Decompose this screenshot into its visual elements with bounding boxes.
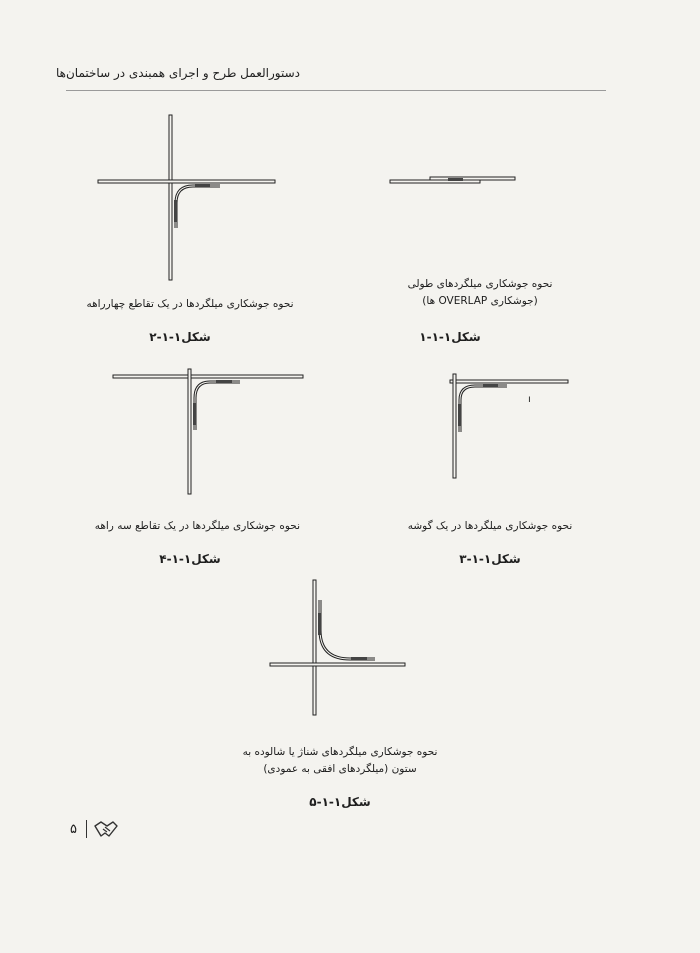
figure-1-1-5 [265, 575, 415, 720]
figure-1-1-2 [95, 110, 280, 285]
caption-line: نحوه جوشکاری میلگردهای شناژ یا شالوده به [242, 746, 438, 758]
four-way-intersection-diagram [95, 110, 280, 285]
caption-line: نحوه جوشکاری میلگردها در یک تقاطع چهارراهه [86, 298, 294, 310]
foundation-to-column-diagram [265, 575, 415, 720]
figure-1-1-2-caption [80, 296, 300, 313]
figure-1-1-3-caption [400, 518, 580, 535]
figure-1-1-4 [110, 365, 310, 500]
page-number: ۵ [70, 822, 77, 837]
figure-1-1-4-label: شکل۱-۱-۴ [159, 552, 221, 566]
caption-line: (جوشکاری OVERLAP ها) [422, 295, 538, 307]
caption-line: نحوه جوشکاری میلگردها در یک تقاطع سه راهه [94, 520, 300, 532]
figure-1-1-1-label: شکل۱-۱-۱ [419, 330, 481, 344]
footer-separator [86, 820, 87, 838]
figure-1-1-5-label: شکل۱-۱-۵ [309, 795, 371, 809]
caption-line: ستون (میلگردهای افقی به عمودی) [263, 763, 417, 775]
caption-line: نحوه جوشکاری میلگردها در یک گوشه [407, 520, 573, 532]
figure-1-1-3 [445, 370, 575, 480]
header-rule [66, 90, 606, 91]
stray-mark: ı [528, 394, 531, 405]
figure-1-1-1 [385, 170, 520, 195]
figure-1-1-4-caption [94, 518, 300, 535]
figure-1-1-1-caption [380, 276, 580, 310]
running-header-title: دستورالعمل طرح و اجرای همبندی در ساختمان‌ها [56, 66, 300, 80]
figure-1-1-3-label: شکل۱-۱-۳ [459, 552, 521, 566]
caption-line: نحوه جوشکاری میلگردهای طولی [407, 278, 553, 290]
longitudinal-overlap-weld-diagram [385, 170, 520, 195]
three-way-intersection-diagram [110, 365, 310, 500]
figure-1-1-5-caption [230, 744, 450, 778]
corner-weld-diagram [445, 370, 575, 480]
handshake-icon [93, 820, 119, 844]
figure-1-1-2-label: شکل۱-۱-۲ [149, 330, 211, 344]
